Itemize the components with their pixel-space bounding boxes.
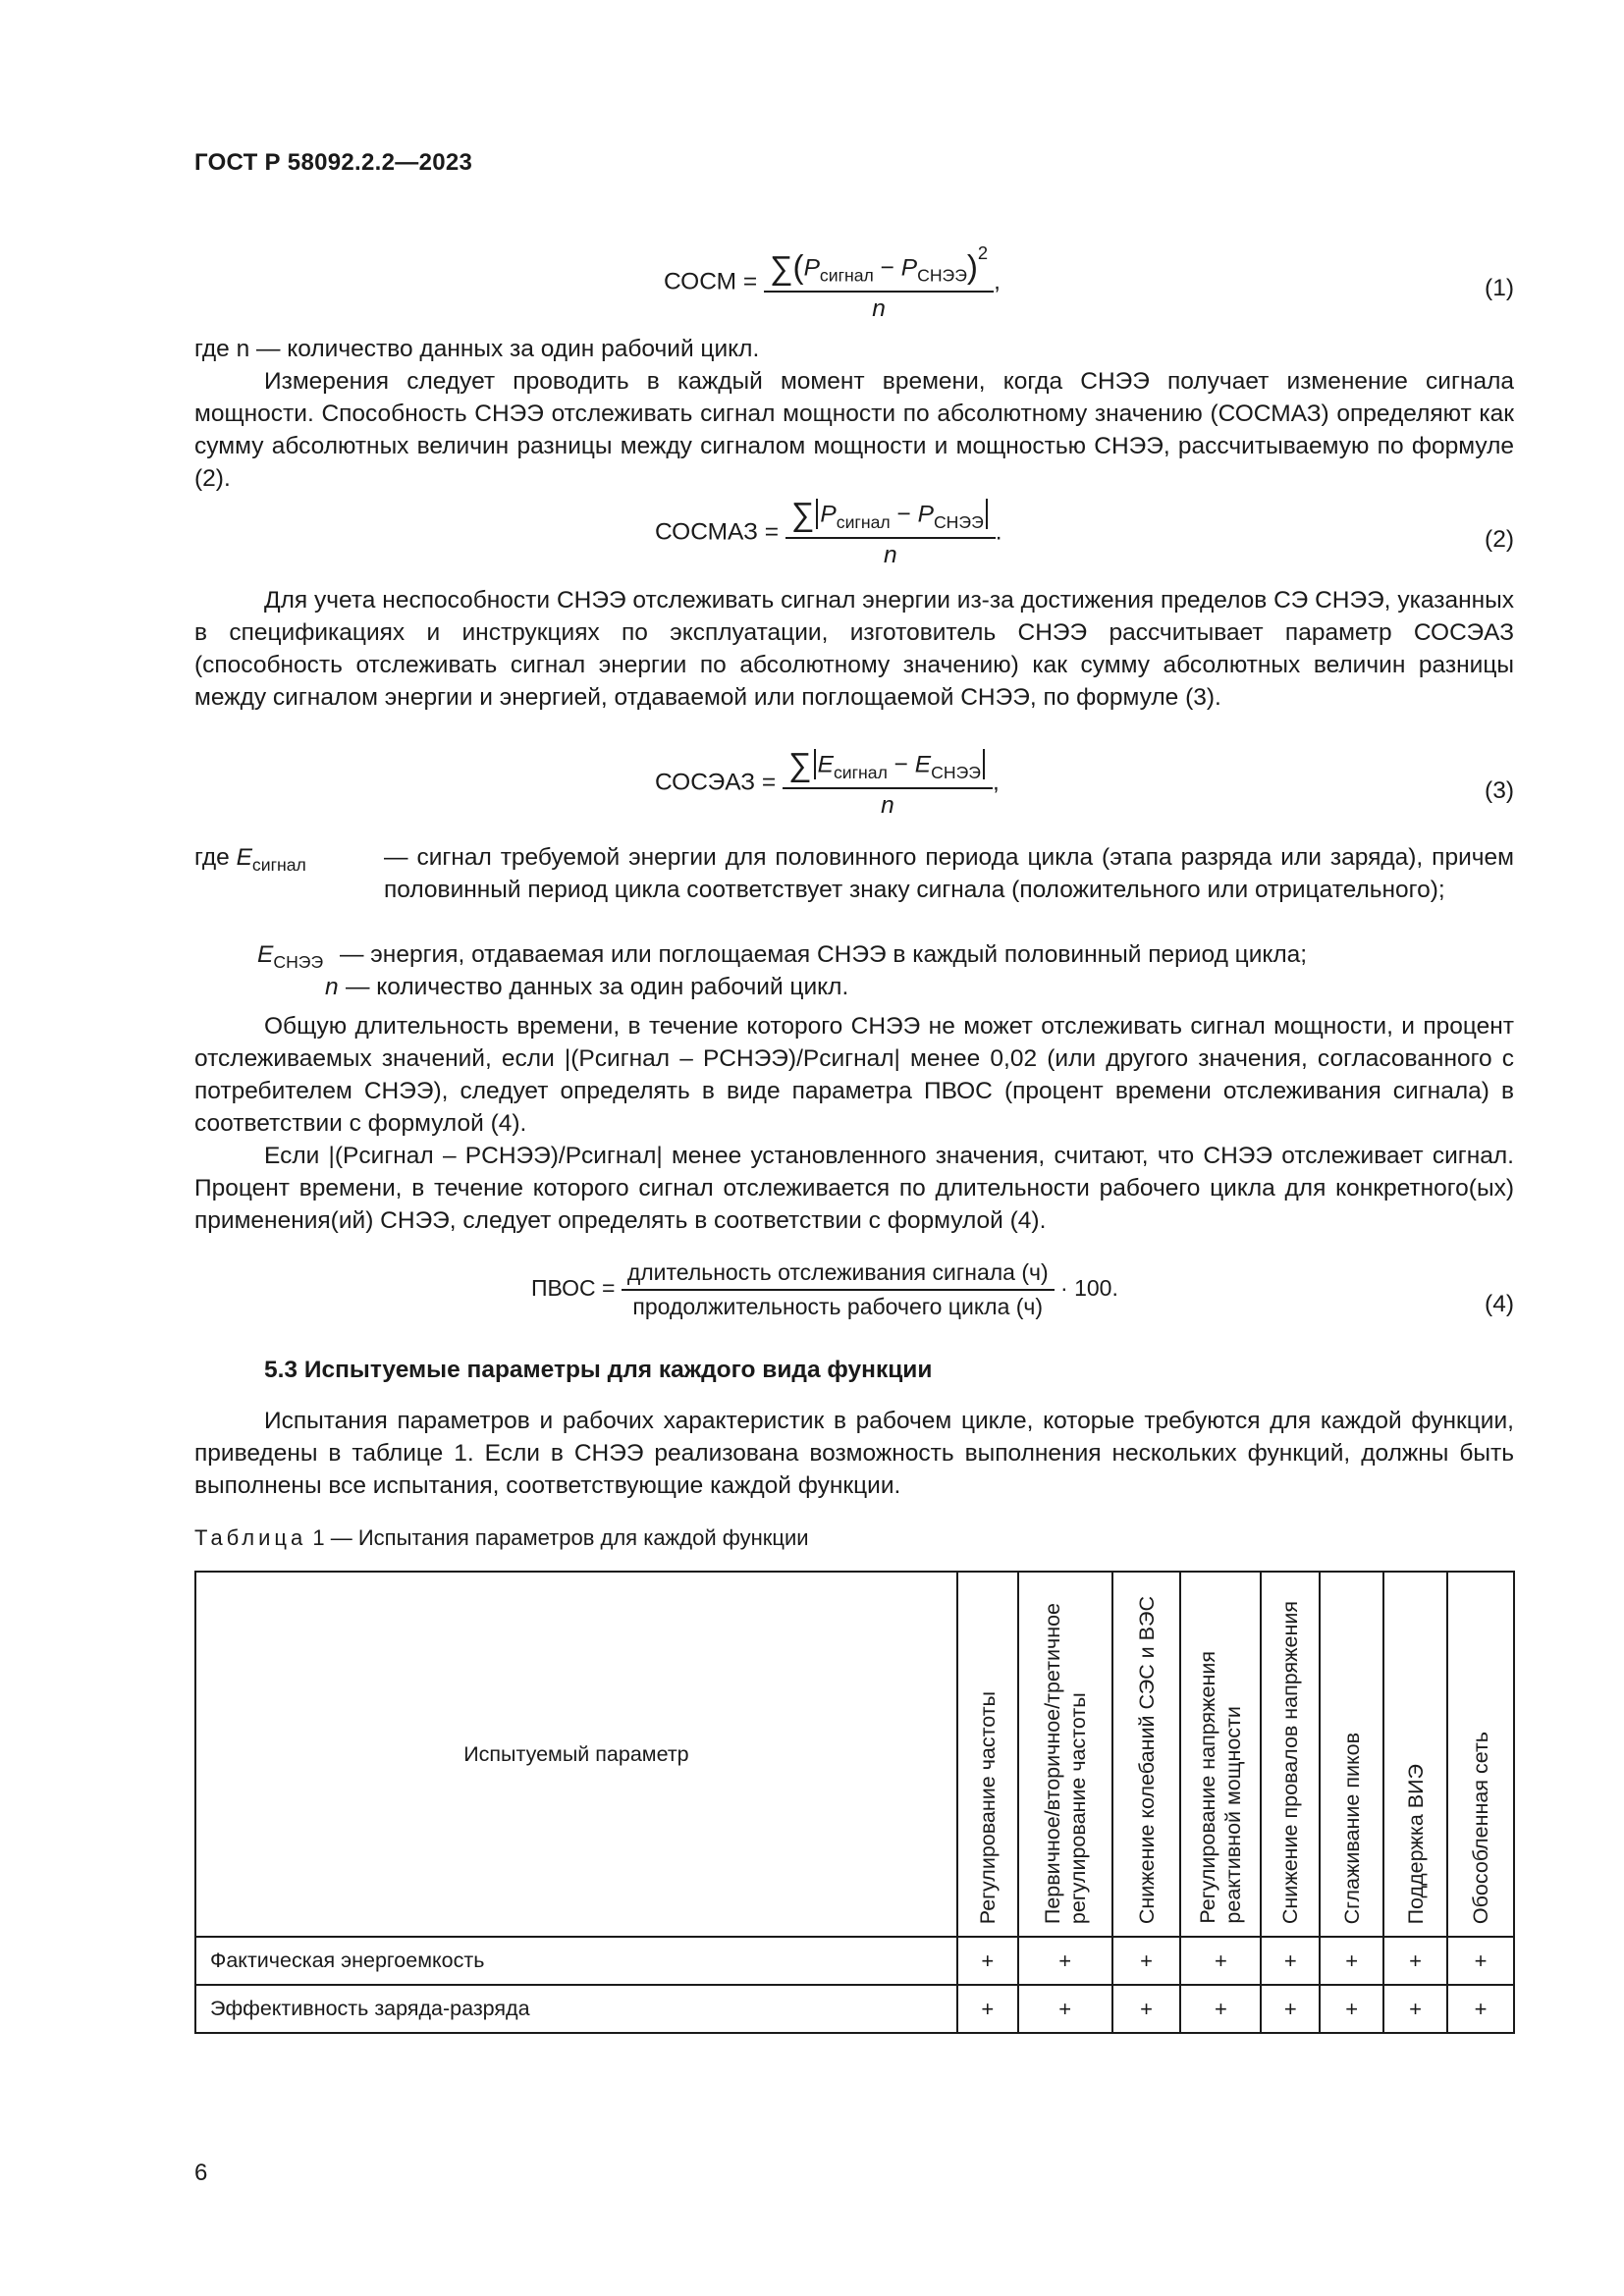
cell-mark: + xyxy=(1320,1985,1383,2033)
formula-3: СОСЭАЗ = $\frac{\sum E_{сигнал} - E_{СНЭЭ}}{n}$ , xyxy=(655,747,1000,819)
table-row xyxy=(195,1985,1514,2033)
paragraph-table-intro: Испытания параметров и рабочих характеристик в рабочем цикле, которые требуются для каждой функции, приведены в таблице 1. Если в СНЭЭ реализована возможность выполнения нескольких функций, должны быть выполнены все испытания, соответствующие каждой функции. xyxy=(194,1408,1514,1499)
cell-mark: + xyxy=(1261,1937,1320,1985)
cell-mark: + xyxy=(957,1937,1018,1985)
cell-mark: + xyxy=(1383,1985,1447,2033)
formula-4-lhs: ПВОС = xyxy=(531,1275,616,1302)
table-header-col-6: Сглаживание пиков xyxy=(1320,1572,1383,1937)
table-header-parameter: Испытуемый параметр xyxy=(195,1572,957,1937)
page-number: 6 xyxy=(194,2160,208,2186)
row-label: Фактическая энергоемкость xyxy=(195,1937,957,1985)
formula-4-number: (4) xyxy=(1485,1291,1514,1317)
sum-symbol: ∑ xyxy=(788,747,812,783)
paragraph-tracking-time: Общую длительность времени, в течение которого СНЭЭ не может отслеживать сигнал мощности, и процент отслеживаемых значений, если |(Pсигнал – PСНЭЭ)/Pсигнал| менее 0,02 (или другого значения, согласованного с потребителем СНЭЭ), следует определять в виде параметра ПВОС (процент времени отслеживания сигнала) в соответствии с формулой (4). xyxy=(194,1013,1514,1137)
formula-3-number: (3) xyxy=(1485,777,1514,804)
table-header-col-1: Регулирование частоты xyxy=(957,1572,1018,1937)
cell-mark: + xyxy=(1180,1937,1261,1985)
formula-2-lhs: СОСМАЗ = xyxy=(655,518,780,546)
cell-mark: + xyxy=(1447,1985,1514,2033)
cell-mark: + xyxy=(1018,1937,1112,1985)
formula-4: ПВОС = $\frac{\text{длительность отслеживания сигнала (ч)}}{\text{продолжительность рабочего цикла (ч)}}$ · 100. xyxy=(531,1259,1118,1319)
table-row xyxy=(195,1937,1514,1985)
row-label: Эффективность заряда-разряда xyxy=(195,1985,957,2033)
table-caption: Таблица 1 — Испытания параметров для каждой функции xyxy=(194,1525,809,1550)
definitions-list: где $E_{сигнал}$ — сигнал требуемой энергии для половинного периода цикла (этапа разряда или заряда), причем половинный период цикла соответствует знаку сигнала (положительного или отрицательного); $E_{СНЭЭ}$ — энергия, отдаваемая или поглощаемая СНЭЭ в каждый половинный период цикла; n — количество данных за один рабочий цикл. xyxy=(194,844,1514,1000)
cell-mark: + xyxy=(1320,1937,1383,1985)
cell-mark: + xyxy=(957,1985,1018,2033)
tests-table xyxy=(194,1571,1515,2034)
cell-mark: + xyxy=(1180,1985,1261,2033)
cell-mark: + xyxy=(1261,1985,1320,2033)
formula-1-lhs: СОСМ = xyxy=(664,268,758,295)
paragraph-tracking-percent: Если |(Pсигнал – PСНЭЭ)/Pсигнал| менее установленного значения, считают, что СНЭЭ отслеживает сигнал. Процент времени, в течение которого сигнал отслеживается по длительности рабочего цикла для конкретного(ых) применения(ий) СНЭЭ, следует определять в соответствии с формулой (4). xyxy=(194,1143,1514,1234)
section-heading: 5.3 Испытуемые параметры для каждого вида функции xyxy=(264,1357,933,1383)
paragraph-energy-signal: Для учета неспособности СНЭЭ отслеживать сигнал энергии из-за достижения пределов СЭ СНЭЭ, указанных в спецификациях и инструкциях по эксплуатации, изготовитель СНЭЭ рассчитывает параметр СОСЭАЗ (способность отслеживать сигнал энергии по абсолютному значению) как сумму абсолютных величин разницы между сигналом энергии и энергией, отдаваемой или поглощаемой СНЭЭ, по формуле (3). xyxy=(194,587,1514,711)
table-header-col-3: Снижение колебаний СЭС и ВЭС xyxy=(1112,1572,1181,1937)
cell-mark: + xyxy=(1447,1937,1514,1985)
cell-mark: + xyxy=(1112,1985,1181,2033)
table-header-col-7: Поддержка ВИЭ xyxy=(1383,1572,1447,1937)
sum-symbol: ∑ xyxy=(790,497,815,533)
table-header-col-2: Первичное/вторичное/третичное регулирование частоты xyxy=(1018,1572,1112,1937)
cell-mark: + xyxy=(1383,1937,1447,1985)
formula-2: СОСМАЗ = $\frac{\sum P_{сигнал} - P_{СНЭЭ}}{n}$ . xyxy=(655,497,1002,568)
table-header-col-5: Снижение провалов напряжения xyxy=(1261,1572,1320,1937)
formula-3-lhs: СОСЭАЗ = xyxy=(655,769,777,796)
document-header: ГОСТ Р 58092.2.2—2023 xyxy=(194,149,473,176)
cell-mark: + xyxy=(1018,1985,1112,2033)
formula-2-number: (2) xyxy=(1485,526,1514,553)
table-header-col-4: Регулирование напряжения реактивной мощности xyxy=(1180,1572,1261,1937)
paragraph-measurement: Измерения следует проводить в каждый момент времени, когда СНЭЭ получает изменение сигнала мощности. Способность СНЭЭ отслеживать сигнал мощности по абсолютному значению (СОСМАЗ) определяют как сумму абсолютных величин разницы между сигналом мощности и мощностью СНЭЭ, рассчитываемую по формуле (2). xyxy=(194,368,1514,492)
formula-1: СОСМ = $\frac{\sum(P_{сигнал} - P_{СНЭЭ})^2}{n}$ , xyxy=(664,242,1001,322)
cell-mark: + xyxy=(1112,1937,1181,1985)
table-header-col-8: Обособленная сеть xyxy=(1447,1572,1514,1937)
sum-symbol: ∑ xyxy=(769,249,793,287)
formula-1-number: (1) xyxy=(1485,275,1514,301)
where-n-text: где n — количество данных за один рабочий цикл. xyxy=(194,336,760,362)
